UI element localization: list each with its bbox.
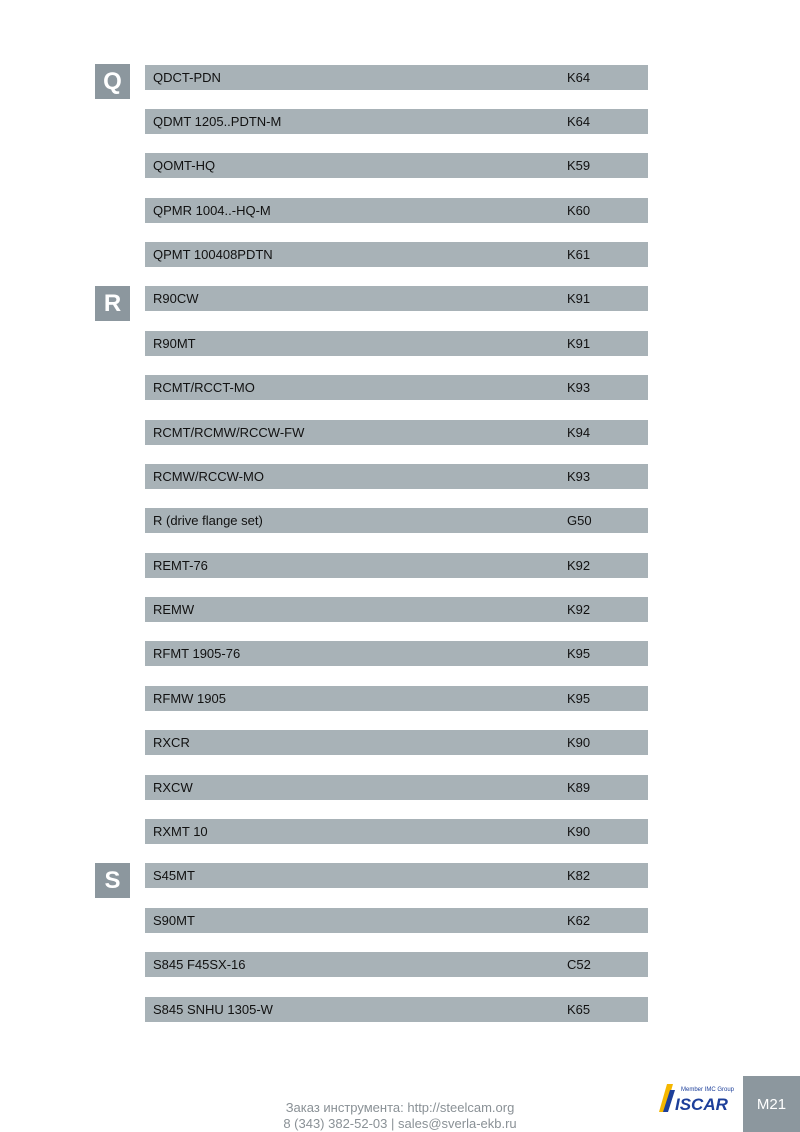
row-name: R (drive flange set) — [153, 513, 263, 528]
row-page-ref: C52 — [567, 957, 591, 972]
section-letter-r: R — [95, 286, 130, 321]
row-name: RXCR — [153, 735, 190, 750]
logo-wordmark: ISCAR — [675, 1095, 728, 1114]
row-name: RXCW — [153, 780, 193, 795]
row-page-ref: G50 — [567, 513, 592, 528]
row-page-ref: K90 — [567, 735, 591, 750]
index-row[interactable] — [145, 153, 648, 178]
index-row[interactable] — [145, 375, 648, 400]
row-name: RCMT/RCCT-MO — [153, 380, 255, 395]
row-name: S45MT — [153, 868, 195, 883]
row-name: RFMT 1905-76 — [153, 646, 241, 661]
index-row[interactable] — [145, 997, 648, 1022]
row-page-ref: K92 — [567, 558, 591, 573]
row-page-ref: K90 — [567, 824, 591, 839]
row-page-ref: K91 — [567, 291, 591, 306]
row-page-ref: K93 — [567, 380, 591, 395]
section-letter-q: Q — [95, 64, 130, 99]
order-link-text[interactable]: Заказ инструмента: http://steelcam.org — [285, 1100, 515, 1115]
row-name: REMW — [153, 602, 195, 617]
row-page-ref: K64 — [567, 70, 591, 85]
index-row[interactable] — [145, 420, 648, 445]
row-name: RCMW/RCCW-MO — [153, 469, 264, 484]
phone-email-text[interactable]: 8 (343) 382-52-03 | sales@sverla-ekb.ru — [283, 1116, 517, 1131]
row-name: S845 SNHU 1305-W — [153, 1002, 273, 1017]
row-page-ref: K64 — [567, 114, 591, 129]
index-row[interactable] — [145, 464, 648, 489]
row-name: S90MT — [153, 913, 195, 928]
row-page-ref: K92 — [567, 602, 591, 617]
index-row[interactable] — [145, 109, 648, 134]
row-name: QOMT-HQ — [153, 158, 216, 173]
index-row[interactable] — [145, 242, 648, 267]
index-row[interactable] — [145, 952, 648, 977]
row-page-ref: K60 — [567, 203, 591, 218]
row-name: REMT-76 — [153, 558, 208, 573]
row-name: R90MT — [153, 336, 196, 351]
row-name: RCMT/RCMW/RCCW-FW — [153, 425, 305, 440]
index-row[interactable] — [145, 198, 648, 223]
row-page-ref: K93 — [567, 469, 591, 484]
row-page-ref: K62 — [567, 913, 591, 928]
index-row[interactable] — [145, 775, 648, 800]
index-row[interactable] — [145, 508, 648, 533]
row-page-ref: K61 — [567, 247, 591, 262]
index-row[interactable] — [145, 819, 648, 844]
row-name: QDMT 1205..PDTN-M — [153, 114, 282, 129]
iscar-logo — [657, 1082, 735, 1114]
row-name: QPMT 100408PDTN — [153, 247, 273, 262]
row-name: QPMR 1004..-HQ-M — [153, 203, 271, 218]
index-row[interactable] — [145, 730, 648, 755]
row-page-ref: K65 — [567, 1002, 591, 1017]
index-row[interactable] — [145, 286, 648, 311]
row-name: S845 F45SX-16 — [153, 957, 246, 972]
iscar-logo-icon — [657, 1082, 735, 1114]
row-name: R90CW — [153, 291, 199, 306]
row-page-ref: K82 — [567, 868, 591, 883]
section-letter-s: S — [95, 863, 130, 898]
row-page-ref: K89 — [567, 780, 591, 795]
row-page-ref: K94 — [567, 425, 591, 440]
row-name: RXMT 10 — [153, 824, 208, 839]
index-row[interactable] — [145, 553, 648, 578]
index-row[interactable] — [145, 331, 648, 356]
index-row[interactable] — [145, 641, 648, 666]
row-page-ref: K95 — [567, 691, 591, 706]
row-page-ref: K59 — [567, 158, 591, 173]
page-number: M21 — [743, 1076, 800, 1132]
row-page-ref: K91 — [567, 336, 591, 351]
index-row[interactable] — [145, 863, 648, 888]
row-name: RFMW 1905 — [153, 691, 226, 706]
row-name: QDCT-PDN — [153, 70, 221, 85]
row-page-ref: K95 — [567, 646, 591, 661]
footer-contact — [200, 1100, 600, 1132]
index-row[interactable] — [145, 908, 648, 933]
index-row[interactable] — [145, 597, 648, 622]
index-row[interactable] — [145, 65, 648, 90]
index-row[interactable] — [145, 686, 648, 711]
logo-tagline: Member IMC Group — [681, 1087, 735, 1093]
